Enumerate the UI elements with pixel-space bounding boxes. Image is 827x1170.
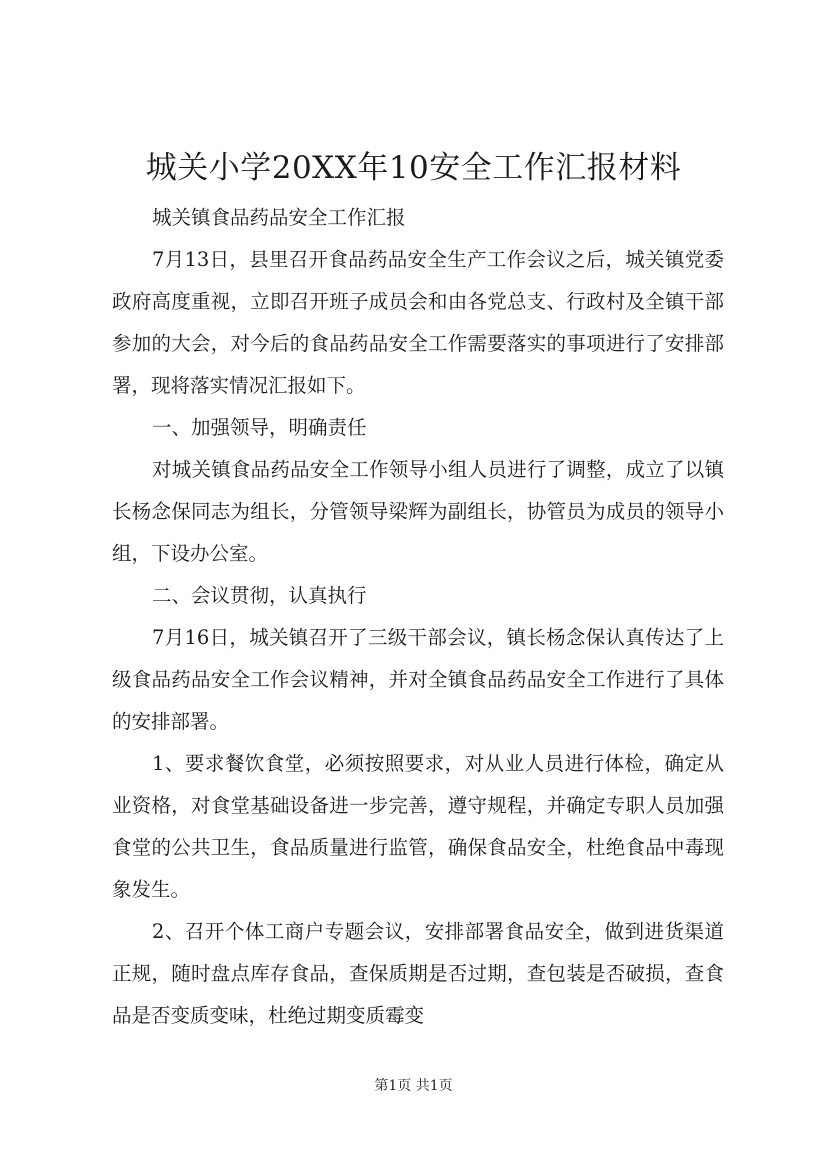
document-title: 城关小学20XX年10安全工作汇报材料 bbox=[145, 150, 682, 186]
page-footer: 第1页 共1页 bbox=[374, 1078, 453, 1094]
paragraph-item-2: 2、召开个体工商户专题会议，安排部署食品安全，做到进货渠道正规，随时盘点库存食品，查保质期是否过期，查包装是否破损，查食品是否变质变味，杜绝过期变质霉变 bbox=[112, 920, 724, 1027]
paragraph-subtitle: 城关镇食品药品安全工作汇报 bbox=[152, 206, 406, 229]
section-heading-2: 二、会议贯彻，认真执行 bbox=[152, 584, 367, 607]
paragraph-intro: 7月13日，县里召开食品药品安全生产工作会议之后，城关镇党委政府高度重视，立即召开班子成员会和由各党总支、行政村及全镇干部参加的大会，对今后的食品药品安全工作需要落实的事项进行了安排部署，现将落实情况汇报如下。 bbox=[112, 248, 724, 397]
document-body bbox=[112, 197, 724, 1037]
paragraph-meeting: 7月16日，城关镇召开了三级干部会议，镇长杨念保认真传达了上级食品药品安全工作会议精神，并对全镇食品药品安全工作进行了具体的安排部署。 bbox=[112, 626, 724, 733]
paragraph-item-1: 1、要求餐饮食堂，必须按照要求，对从业人员进行体检，确定从业资格，对食堂基础设备进一步完善，遵守规程，并确定专职人员加强食堂的公共卫生，食品质量进行监管，确保食品安全，杜绝食品中毒现象发生。 bbox=[112, 752, 724, 901]
section-heading-1: 一、加强领导，明确责任 bbox=[152, 416, 367, 439]
paragraph-leadership: 对城关镇食品药品安全工作领导小组人员进行了调整，成立了以镇长杨念保同志为组长，分管领导梁辉为副组长，协管员为成员的领导小组，下设办公室。 bbox=[112, 458, 724, 565]
